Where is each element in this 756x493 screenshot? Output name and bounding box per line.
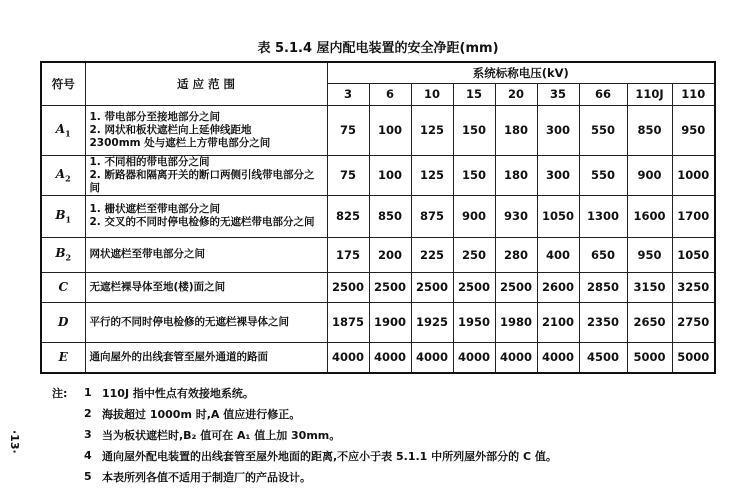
clearance-value: 4000 [327, 342, 369, 373]
clearance-value: 1000 [672, 155, 715, 195]
clearance-value: 250 [453, 237, 495, 272]
clearance-value: 300 [537, 105, 579, 155]
note-item [52, 403, 557, 424]
note-text: 本表所列各值不适用于制造厂的产品设计。 [102, 470, 311, 484]
clearance-value: 75 [327, 155, 369, 195]
header-voltage-group: 系统标称电压(kV) [327, 62, 715, 83]
note-number: 4 [84, 449, 92, 462]
note-number: 2 [84, 407, 92, 420]
clearance-value: 950 [627, 237, 672, 272]
clearance-value: 175 [327, 237, 369, 272]
header-voltage: 6 [369, 83, 411, 105]
clearance-value: 1950 [453, 302, 495, 342]
clearance-value: 100 [369, 105, 411, 155]
clearance-value: 150 [453, 105, 495, 155]
clearance-value: 2600 [537, 272, 579, 302]
clearance-value: 280 [495, 237, 537, 272]
clearance-value: 900 [627, 155, 672, 195]
row-symbol [41, 342, 85, 373]
clearance-value: 150 [453, 155, 495, 195]
row-symbol [41, 155, 85, 195]
note-item [52, 382, 557, 403]
clearance-value: 1980 [495, 302, 537, 342]
clearance-value: 4000 [369, 342, 411, 373]
clearance-value: 1300 [579, 195, 627, 237]
symbol-letter: A [55, 166, 66, 181]
clearance-value: 850 [369, 195, 411, 237]
symbol-letter: B [55, 246, 66, 261]
clearance-value: 2850 [579, 272, 627, 302]
clearance-value: 180 [495, 105, 537, 155]
symbol-letter: A [55, 121, 66, 136]
note-item [52, 445, 557, 466]
safety-clearance-table [40, 61, 716, 374]
header-voltage: 110 [672, 83, 715, 105]
clearance-value: 1600 [627, 195, 672, 237]
clearance-value: 1900 [369, 302, 411, 342]
clearance-value: 300 [537, 155, 579, 195]
header-range: 适 应 范 围 [85, 62, 327, 105]
row-symbol [41, 237, 85, 272]
table-title: 表 5.1.4 屋内配电装置的安全净距(mm) [257, 41, 499, 56]
note-prefix: 注: [52, 386, 68, 400]
note-text: 当为板状遮栏时,B₂ 值可在 A₁ 值上加 30mm。 [102, 428, 341, 442]
clearance-value: 225 [411, 237, 453, 272]
row-symbol [41, 195, 85, 237]
header-voltage: 20 [495, 83, 537, 105]
header-voltage: 15 [453, 83, 495, 105]
clearance-value: 850 [627, 105, 672, 155]
clearance-value: 1875 [327, 302, 369, 342]
table-row [41, 302, 715, 342]
note-number: 3 [84, 428, 92, 441]
table-row [41, 342, 715, 373]
clearance-value: 100 [369, 155, 411, 195]
clearance-value: 125 [411, 105, 453, 155]
clearance-value: 4500 [579, 342, 627, 373]
row-symbol [41, 272, 85, 302]
clearance-value: 1925 [411, 302, 453, 342]
symbol-letter: E [58, 350, 68, 365]
clearance-value: 4000 [537, 342, 579, 373]
clearance-value: 550 [579, 155, 627, 195]
table-row [41, 195, 715, 237]
note-text: 海拔超过 1000m 时,A 值应进行修正。 [102, 407, 301, 421]
clearance-value: 900 [453, 195, 495, 237]
header-voltage: 110J [627, 83, 672, 105]
row-symbol [41, 105, 85, 155]
header-voltage: 66 [579, 83, 627, 105]
symbol-letter: B [55, 207, 66, 222]
note-item [52, 466, 557, 487]
clearance-value: 950 [672, 105, 715, 155]
symbol-subscript: 2 [65, 173, 71, 184]
clearance-value: 875 [411, 195, 453, 237]
row-range: 平行的不同时停电检修的无遮栏裸导体之间 [85, 302, 327, 342]
clearance-value: 1700 [672, 195, 715, 237]
clearance-value: 1050 [672, 237, 715, 272]
clearance-value: 2500 [495, 272, 537, 302]
clearance-value: 4000 [453, 342, 495, 373]
clearance-value: 2500 [327, 272, 369, 302]
symbol-letter: C [58, 280, 69, 294]
note-number: 5 [84, 470, 92, 483]
clearance-value: 3150 [627, 272, 672, 302]
symbol-subscript: 1 [65, 128, 71, 139]
row-symbol [41, 302, 85, 342]
clearance-value: 3250 [672, 272, 715, 302]
notes-block [52, 382, 557, 487]
symbol-subscript: 2 [65, 252, 72, 263]
clearance-value: 180 [495, 155, 537, 195]
table-row [41, 155, 715, 195]
note-item [52, 424, 557, 445]
clearance-value: 5000 [627, 342, 672, 373]
header-voltage: 3 [327, 83, 369, 105]
clearance-value: 400 [537, 237, 579, 272]
note-text: 通向屋外配电装置的出线套管至屋外地面的距离,不应小于表 5.1.1 中所列屋外部分的 C 值。 [102, 449, 557, 463]
header-voltage: 10 [411, 83, 453, 105]
clearance-value: 4000 [411, 342, 453, 373]
clearance-value: 200 [369, 237, 411, 272]
symbol-subscript: 1 [65, 214, 72, 225]
clearance-value: 550 [579, 105, 627, 155]
clearance-value: 2350 [579, 302, 627, 342]
row-range: 无遮栏裸导体至地(楼)面之间 [85, 272, 327, 302]
row-range: 1. 不同相的带电部分之间 2. 断路器和隔离开关的断口两侧引线带电部分之间 [85, 155, 327, 195]
table-row [41, 105, 715, 155]
clearance-value: 125 [411, 155, 453, 195]
row-range: 网状遮栏至带电部分之间 [85, 237, 327, 272]
clearance-value: 825 [327, 195, 369, 237]
clearance-value: 930 [495, 195, 537, 237]
table-row [41, 237, 715, 272]
clearance-value: 2500 [453, 272, 495, 302]
row-range: 1. 栅状遮栏至带电部分之间 2. 交叉的不同时停电检修的无遮栏带电部分之间 [85, 195, 327, 237]
row-range: 1. 带电部分至接地部分之间 2. 网状和板状遮栏向上延伸线距地 2300mm 处与遮栏上方带电部分之间 [85, 105, 327, 155]
clearance-value: 2500 [411, 272, 453, 302]
symbol-letter: D [58, 315, 69, 329]
clearance-value: 1050 [537, 195, 579, 237]
clearance-value: 4000 [495, 342, 537, 373]
clearance-value: 2500 [369, 272, 411, 302]
clearance-value: 75 [327, 105, 369, 155]
note-text: 110J 指中性点有效接地系统。 [102, 386, 254, 400]
row-range: 通向屋外的出线套管至屋外通道的路面 [85, 342, 327, 373]
page-number: ·13· [8, 430, 21, 454]
clearance-value: 2650 [627, 302, 672, 342]
clearance-value: 5000 [672, 342, 715, 373]
note-number: 1 [84, 386, 92, 399]
clearance-value: 2100 [537, 302, 579, 342]
clearance-value: 2750 [672, 302, 715, 342]
table-row [41, 272, 715, 302]
header-symbol: 符号 [41, 62, 85, 105]
header-voltage: 35 [537, 83, 579, 105]
clearance-value: 650 [579, 237, 627, 272]
